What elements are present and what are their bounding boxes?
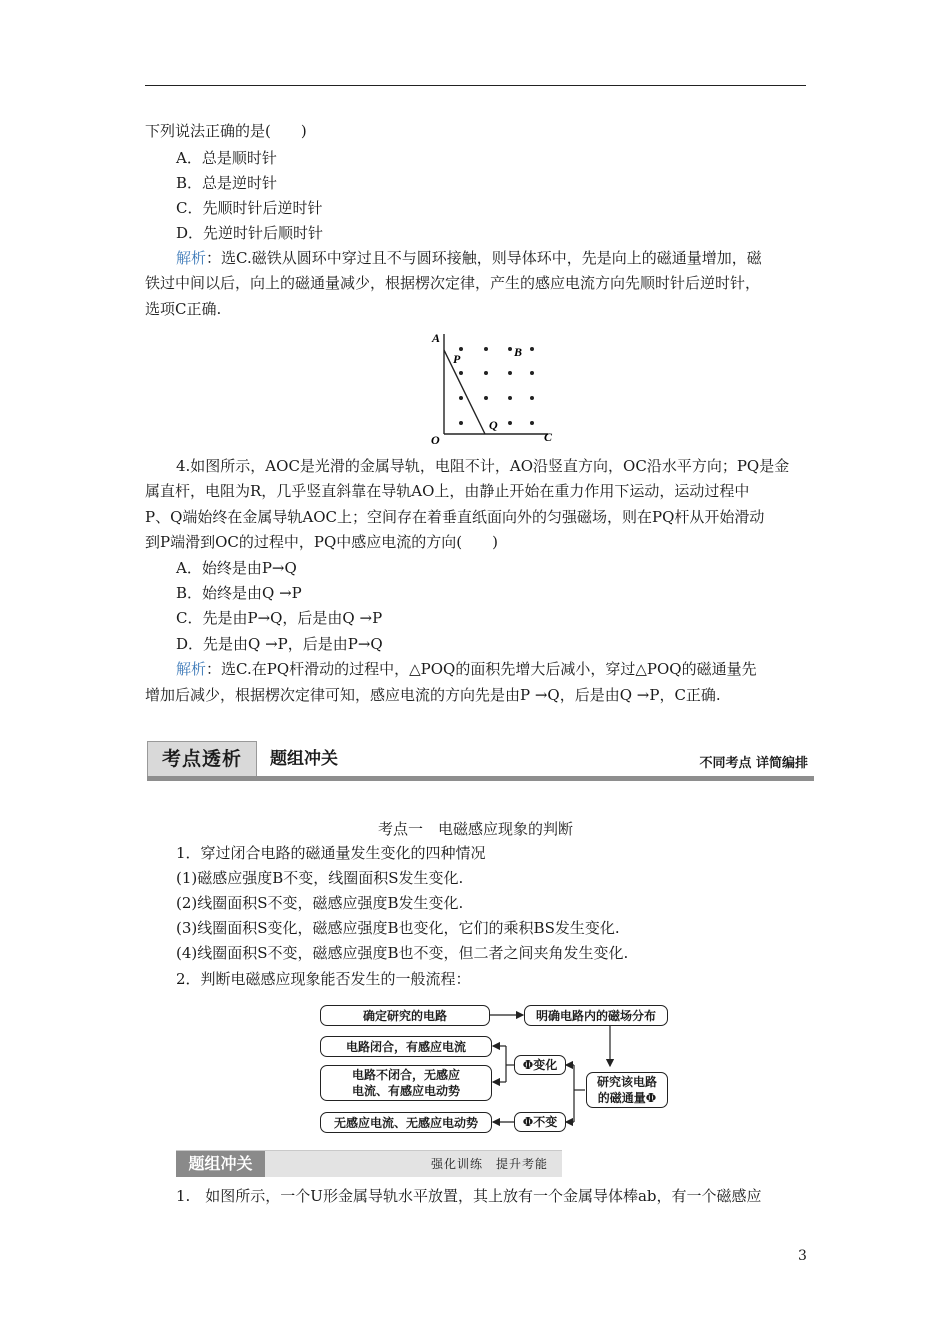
q4-option-c: C．先是由P→Q，后是由Q →P bbox=[176, 609, 383, 627]
label-o: O bbox=[431, 433, 440, 447]
label-a: A bbox=[432, 331, 441, 345]
q3-analysis-line1 bbox=[176, 247, 762, 269]
q4-option-a: A．始终是由P→Q bbox=[176, 559, 297, 577]
q3-analysis-label: 解析 bbox=[176, 249, 207, 267]
label-c: C bbox=[544, 430, 553, 444]
flow-box-flux-unchanged: Φ不变 bbox=[514, 1112, 566, 1132]
q3-option-a: A．总是顺时针 bbox=[176, 149, 277, 167]
flow-box-determine-circuit: 确定研究的电路 bbox=[320, 1005, 490, 1026]
q3-option-b: B．总是逆时针 bbox=[176, 174, 278, 192]
q4-line3: P、Q端始终在金属导轨AOC上；空间存在着垂直纸面向外的匀强磁场，则在PQ杆从开始滑动 bbox=[145, 508, 765, 526]
q3-analysis-text1: ：选C.磁铁从圆环中穿过且不与圆环接触，则导体环中，先是向上的磁通量增加，磁 bbox=[206, 249, 762, 267]
flow-box-open-emf-line1: 电路不闭合，无感应 bbox=[351, 1068, 460, 1082]
q3-analysis-line3: 选项C正确. bbox=[145, 300, 222, 318]
label-q: Q bbox=[489, 418, 498, 432]
sub-banner-tag: 题组冲关 bbox=[176, 1151, 265, 1177]
q4-option-d: D．先是由Q →P，后是由P→Q bbox=[176, 635, 383, 653]
section-banner bbox=[147, 741, 814, 781]
q4-analysis-line1 bbox=[176, 658, 757, 680]
q3-option-d: D．先逆时针后顺时针 bbox=[176, 224, 324, 242]
section1-case4: (4)线圈面积S不变，磁感应强度B也不变，但二者之间夹角发生变化. bbox=[176, 944, 629, 962]
q3-analysis-line2: 铁过中间以后，向上的磁通量减少，根据楞次定律，产生的感应电流方向先顺时针后逆时针， bbox=[145, 274, 761, 292]
q3-stem: 下列说法正确的是( ) bbox=[145, 122, 307, 140]
banner-bar bbox=[147, 776, 814, 781]
sub-banner-subtitle: 强化训练 提升考能 bbox=[430, 1157, 548, 1171]
header-rule bbox=[145, 85, 806, 86]
q4-analysis-text1: ：选C.在PQ杆滑动的过程中，△POQ的面积先增大后减小，穿过△POQ的磁通量先 bbox=[206, 660, 757, 678]
q4-line4: 到P端滑到OC的过程中，PQ中感应电流的方向( ) bbox=[145, 533, 498, 551]
q4-analysis-line2: 增加后减少，根据楞次定律可知，感应电流的方向先是由P →Q，后是由Q →P，C正确. bbox=[145, 686, 721, 704]
q3-option-c: C．先顺时针后逆时针 bbox=[176, 199, 323, 217]
section1-case3: (3)线圈面积S变化，磁感应强度B也变化，它们的乘积BS发生变化. bbox=[176, 919, 620, 937]
flow-box-study-flux bbox=[586, 1072, 668, 1108]
banner-left-tag: 考点透析 bbox=[147, 741, 257, 776]
q4-option-b: B．始终是由Q →P bbox=[176, 584, 302, 602]
sub-banner bbox=[176, 1150, 562, 1177]
label-p: P bbox=[453, 352, 461, 366]
flow-box-study-flux-line1: 研究该电路 bbox=[596, 1075, 657, 1089]
section1-p2: 2．判断电磁感应现象能否发生的一般流程： bbox=[176, 970, 471, 988]
rail-rod-figure bbox=[420, 328, 560, 448]
section1-case2: (2)线圈面积S不变，磁感应强度B发生变化. bbox=[176, 894, 464, 912]
section1-case1: (1)磁感应强度B不变，线圈面积S发生变化. bbox=[176, 869, 464, 887]
q4-line2: 属直杆，电阻为R，几乎竖直斜靠在导轨AO上，由静止开始在重力作用下运动，运动过程中 bbox=[145, 482, 750, 500]
flowchart bbox=[320, 1000, 672, 1138]
section1-p1: 1．穿过闭合电路的磁通量发生变化的四种情况 bbox=[176, 844, 486, 862]
rod-pq bbox=[444, 350, 485, 434]
q4-analysis-label: 解析 bbox=[176, 660, 207, 678]
flow-box-open-emf bbox=[320, 1065, 492, 1101]
flow-box-field-distribution: 明确电路内的磁场分布 bbox=[524, 1005, 668, 1026]
q4-line1: 4.如图所示，AOC是光滑的金属导轨，电阻不计，AO沿竖直方向，OC沿水平方向；PQ是金 bbox=[176, 457, 790, 475]
field-dots bbox=[459, 347, 534, 425]
page-number: 3 bbox=[798, 1248, 807, 1264]
flow-box-closed-current: 电路闭合，有感应电流 bbox=[320, 1036, 492, 1057]
last-question-line: 1. 如图所示，一个U形金属导轨水平放置，其上放有一个金属导体棒ab，有一个磁感应 bbox=[176, 1187, 762, 1205]
flow-box-flux-change: Φ变化 bbox=[514, 1055, 566, 1075]
banner-title: 题组冲关 bbox=[270, 749, 338, 769]
section1-title: 考点一 电磁感应现象的判断 bbox=[377, 820, 573, 838]
flow-box-no-current-no-emf: 无感应电流、无感应电动势 bbox=[320, 1112, 492, 1133]
label-b: B bbox=[514, 345, 523, 359]
flow-box-study-flux-line2: 的磁通量Φ bbox=[597, 1091, 657, 1105]
flow-box-open-emf-line2: 电流、有感应电动势 bbox=[351, 1084, 460, 1098]
banner-subtitle: 不同考点 详简编排 bbox=[699, 756, 808, 771]
